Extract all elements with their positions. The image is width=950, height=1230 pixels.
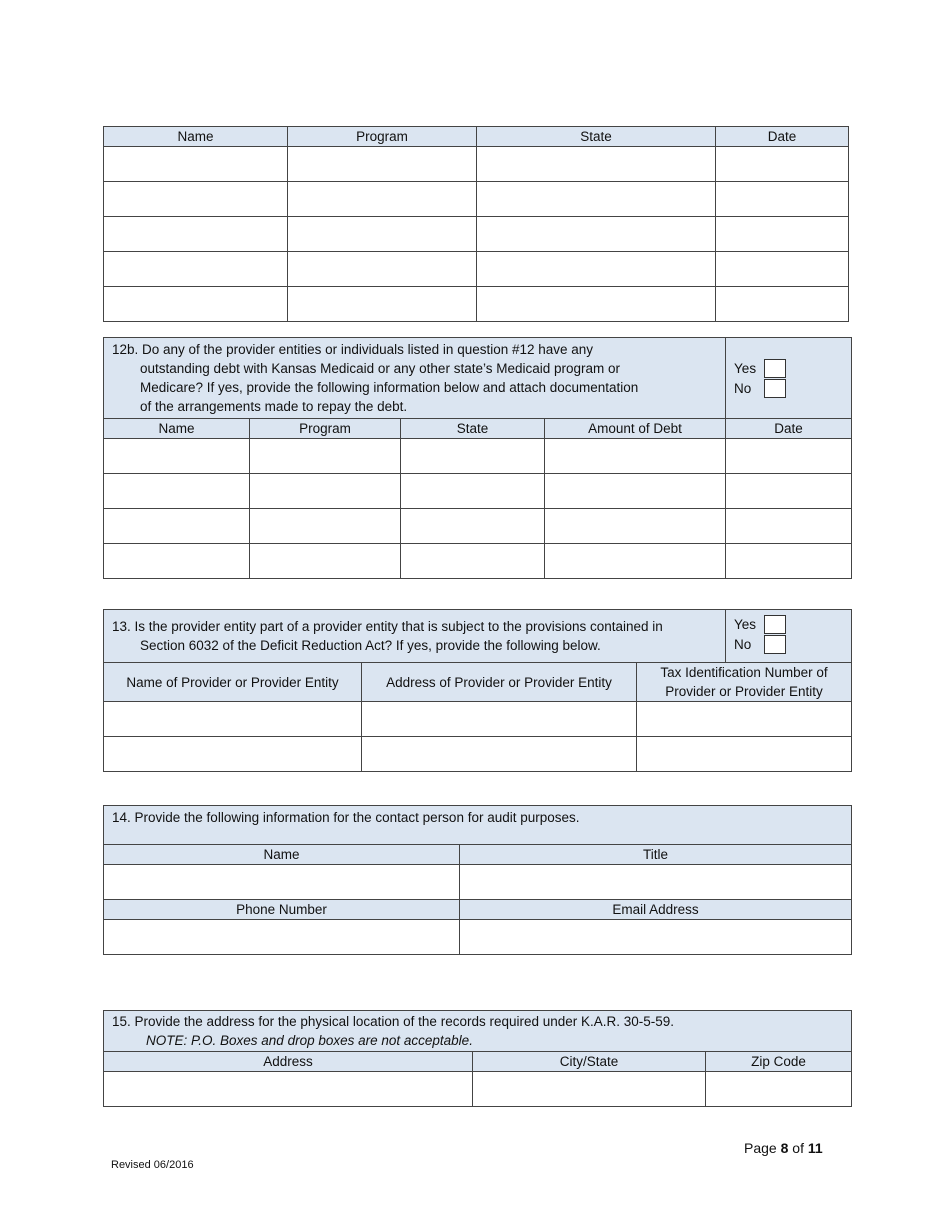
q14-table [103,805,852,955]
table-row [104,217,849,252]
input-cell[interactable] [726,474,852,509]
revised-date: Revised 06/2016 [111,1159,194,1171]
q12b-line: outstanding debt with Kansas Medicaid or any other state’s Medicaid program or [140,361,621,376]
input-cell[interactable] [401,439,545,474]
input-cell[interactable] [477,252,716,287]
input-cell[interactable] [250,509,401,544]
input-cell[interactable] [545,439,726,474]
table-row [104,252,849,287]
input-cell[interactable] [637,702,852,737]
col-header-program: Program [250,419,401,439]
input-cell[interactable] [726,544,852,579]
table-row [104,737,852,772]
col-header-name: Name [104,127,288,147]
yes-label: Yes [734,616,757,632]
input-cell[interactable] [716,287,849,322]
q12b-table [103,337,852,579]
no-checkbox[interactable] [764,379,786,398]
phone-input[interactable] [104,920,460,955]
col-header-address: Address [104,1052,473,1072]
input-cell[interactable] [362,702,637,737]
tax-id-line-2: Provider or Provider Entity [665,684,823,699]
input-cell[interactable] [716,217,849,252]
input-cell[interactable] [545,544,726,579]
input-cell[interactable] [104,252,288,287]
input-cell[interactable] [104,474,250,509]
input-cell[interactable] [716,182,849,217]
q13-line: 13. Is the provider entity part of a provider entity that is subject to the provisions contained in [112,619,663,634]
title-input[interactable] [460,865,852,900]
name-input[interactable] [104,865,460,900]
col-header-city-state: City/State [473,1052,706,1072]
q15-note: NOTE: P.O. Boxes and drop boxes are not acceptable. [146,1033,473,1048]
email-input[interactable] [460,920,852,955]
col-header-name: Name [104,845,460,865]
input-cell[interactable] [250,474,401,509]
q15-table [103,1010,852,1107]
input-cell[interactable] [545,509,726,544]
input-cell[interactable] [545,474,726,509]
table-row [104,702,852,737]
col-header-program: Program [288,127,477,147]
page-current: 8 [780,1140,789,1156]
q12b-line: 12b. Do any of the provider entities or individuals listed in question #12 have any [112,342,594,357]
q15-line: 15. Provide the address for the physical location of the records required under K.A.R. 30-5-59. [112,1014,675,1029]
input-cell[interactable] [288,147,477,182]
input-cell[interactable] [288,252,477,287]
input-cell[interactable] [401,544,545,579]
col-header-title: Title [460,845,852,865]
q13-table [103,609,852,772]
input-cell[interactable] [726,439,852,474]
input-cell[interactable] [726,509,852,544]
q14-question: 14. Provide the following information for the contact person for audit purposes. [104,806,852,845]
input-cell[interactable] [104,287,288,322]
input-cell[interactable] [477,287,716,322]
table-row [104,287,849,322]
input-cell[interactable] [104,509,250,544]
input-cell[interactable] [104,737,362,772]
col-header-provider-name: Name of Provider or Provider Entity [104,663,362,702]
input-cell[interactable] [250,439,401,474]
input-cell[interactable] [716,252,849,287]
col-header-amount-of-debt: Amount of Debt [545,419,726,439]
q12b-line: of the arrangements made to repay the debt. [140,399,408,414]
q12b-question [104,338,726,419]
input-cell[interactable] [104,147,288,182]
no-checkbox[interactable] [764,635,786,654]
q12b-yes-no [726,338,852,419]
no-label: No [734,636,752,652]
yes-checkbox[interactable] [764,359,786,378]
q13-line: Section 6032 of the Deficit Reduction Act? If yes, provide the following below. [140,638,601,653]
input-cell[interactable] [288,182,477,217]
col-header-tax-id [637,663,852,702]
col-header-name: Name [104,419,250,439]
input-cell[interactable] [477,182,716,217]
col-header-email: Email Address [460,900,852,920]
input-cell[interactable] [477,217,716,252]
input-cell[interactable] [288,287,477,322]
city-state-input[interactable] [473,1072,706,1107]
yes-checkbox[interactable] [764,615,786,634]
zip-input[interactable] [706,1072,852,1107]
input-cell[interactable] [104,439,250,474]
table-row [104,1072,852,1107]
q13-question [104,610,726,663]
input-cell[interactable] [637,737,852,772]
input-cell[interactable] [477,147,716,182]
input-cell[interactable] [250,544,401,579]
table-row [104,439,852,474]
col-header-date: Date [716,127,849,147]
q15-question [104,1011,852,1052]
address-input[interactable] [104,1072,473,1107]
no-label: No [734,380,752,396]
col-header-zip: Zip Code [706,1052,852,1072]
table-row [104,920,852,955]
table-row [104,147,849,182]
input-cell[interactable] [362,737,637,772]
input-cell[interactable] [104,217,288,252]
col-header-phone: Phone Number [104,900,460,920]
page-number [744,1140,823,1156]
page-prefix: Page [744,1140,781,1156]
input-cell[interactable] [401,474,545,509]
table-row [104,509,852,544]
page-of: of [788,1140,808,1156]
q13-yes-no [726,610,852,663]
table-row [104,544,852,579]
col-header-state: State [401,419,545,439]
input-cell[interactable] [104,544,250,579]
ownership-table [103,126,849,322]
tax-id-line-1: Tax Identification Number of [660,665,828,680]
q12b-line: Medicare? If yes, provide the following information below and attach documentation [140,380,639,395]
table-row [104,865,852,900]
input-cell[interactable] [401,509,545,544]
col-header-date: Date [726,419,852,439]
col-header-state: State [477,127,716,147]
page-total: 11 [807,1140,823,1156]
table-row [104,182,849,217]
yes-label: Yes [734,360,757,376]
input-cell[interactable] [104,182,288,217]
input-cell[interactable] [104,702,362,737]
input-cell[interactable] [288,217,477,252]
input-cell[interactable] [716,147,849,182]
col-header-provider-address: Address of Provider or Provider Entity [362,663,637,702]
table-row [104,474,852,509]
